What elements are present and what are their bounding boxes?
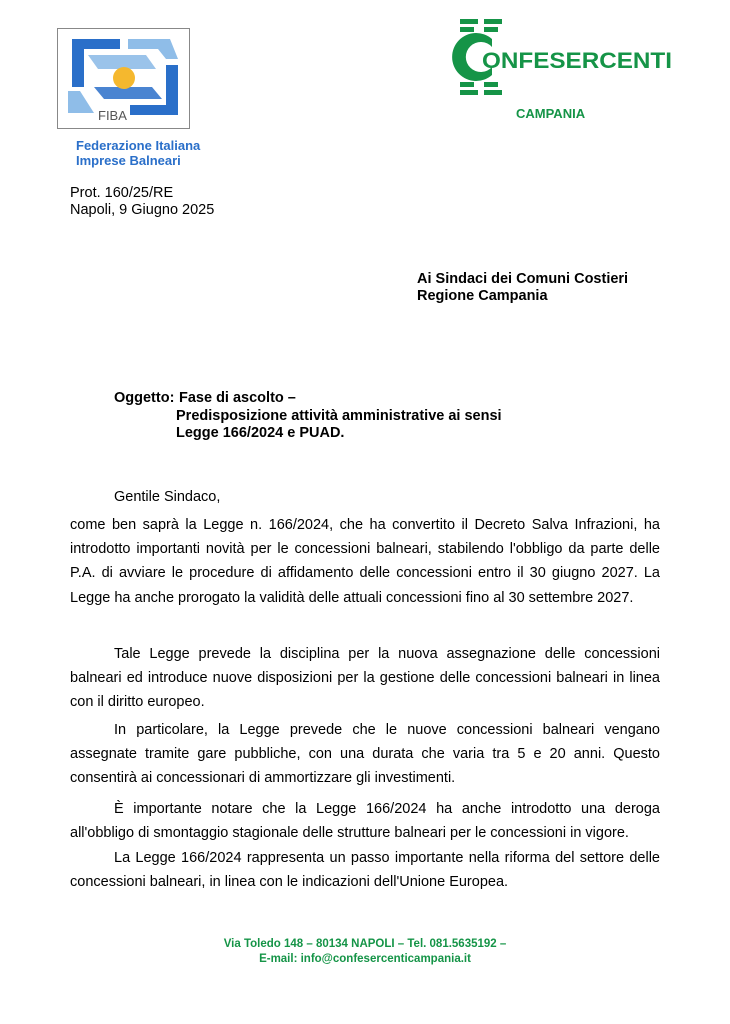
body-paragraph-4-block xyxy=(70,797,660,845)
body-paragraph-1: come ben saprà la Legge n. 166/2024, che ha convertito il Decreto Salva Infrazioni, ha introdotto importanti novità per le concessioni balneari, stabilendo l'obbligo da parte delle P.A. di avviare le procedure di affidamento delle concessioni entro il 30 giugno 2027. La Legge ha anche prorogato la validità delle attuali concessioni fino al 30 settembre 2027. xyxy=(70,517,660,606)
place-date: Napoli, 9 Giugno 2025 xyxy=(70,202,215,218)
fiba-subtitle-line-2: Imprese Balneari xyxy=(76,153,181,168)
body-paragraph-2-block xyxy=(70,642,660,715)
confesercenti-logo xyxy=(452,17,674,97)
fiba-subtitle-line-1: Federazione Italiana xyxy=(76,138,201,153)
fiba-wordmark: FIBA xyxy=(98,108,127,123)
body-paragraph-1-block xyxy=(70,513,660,610)
subject-line-2: Predisposizione attività amministrative ai sensi xyxy=(176,408,502,424)
subject-line-1: Fase di ascolto – xyxy=(179,390,296,406)
protocol-number: Prot. 160/25/RE xyxy=(70,185,174,201)
subject-label: Oggetto: xyxy=(114,390,175,406)
body-paragraph-3: In particolare, la Legge prevede che le nuove concessioni balneari vengano assegnate tramite gare pubbliche, con una durata che varia tra 5 e 20 anni. Questo consentirà ai concessionari di ammortizzare gli investimenti. xyxy=(70,722,660,787)
fiba-logo-icon xyxy=(58,29,189,128)
footer-email: E-mail: info@confesercenticampania.it xyxy=(259,953,471,965)
body-paragraph-5-block xyxy=(70,846,660,894)
footer-address: Via Toledo 148 – 80134 NAPOLI – Tel. 081.5635192 – xyxy=(223,938,507,950)
body-paragraph-4: È importante notare che la Legge 166/2024 ha anche introdotto una deroga all'obbligo di smontaggio stagionale delle strutture balneari per le concessioni in vigore. xyxy=(70,801,660,842)
confesercenti-logo-icon xyxy=(452,17,674,97)
recipient-line-2: Regione Campania xyxy=(417,288,548,304)
salutation: Gentile Sindaco, xyxy=(114,489,221,505)
subject-line-3: Legge 166/2024 e PUAD. xyxy=(176,425,345,441)
body-paragraph-5: La Legge 166/2024 rappresenta un passo importante nella riforma del settore delle concessioni balneari, in linea con le indicazioni dell'Unione Europea. xyxy=(70,850,660,891)
region-label: CAMPANIA xyxy=(516,106,586,121)
fiba-logo xyxy=(57,28,190,129)
body-paragraph-2: Tale Legge prevede la disciplina per la nuova assegnazione delle concessioni balneari ed introduce nuove disposizioni per la gestione delle concessioni balneari in linea con il diritto europeo. xyxy=(70,646,660,711)
body-paragraph-3-block xyxy=(70,718,660,791)
recipient-line-1: Ai Sindaci dei Comuni Costieri xyxy=(417,271,629,287)
confesercenti-wordmark: ONFESERCENTI xyxy=(482,48,672,73)
